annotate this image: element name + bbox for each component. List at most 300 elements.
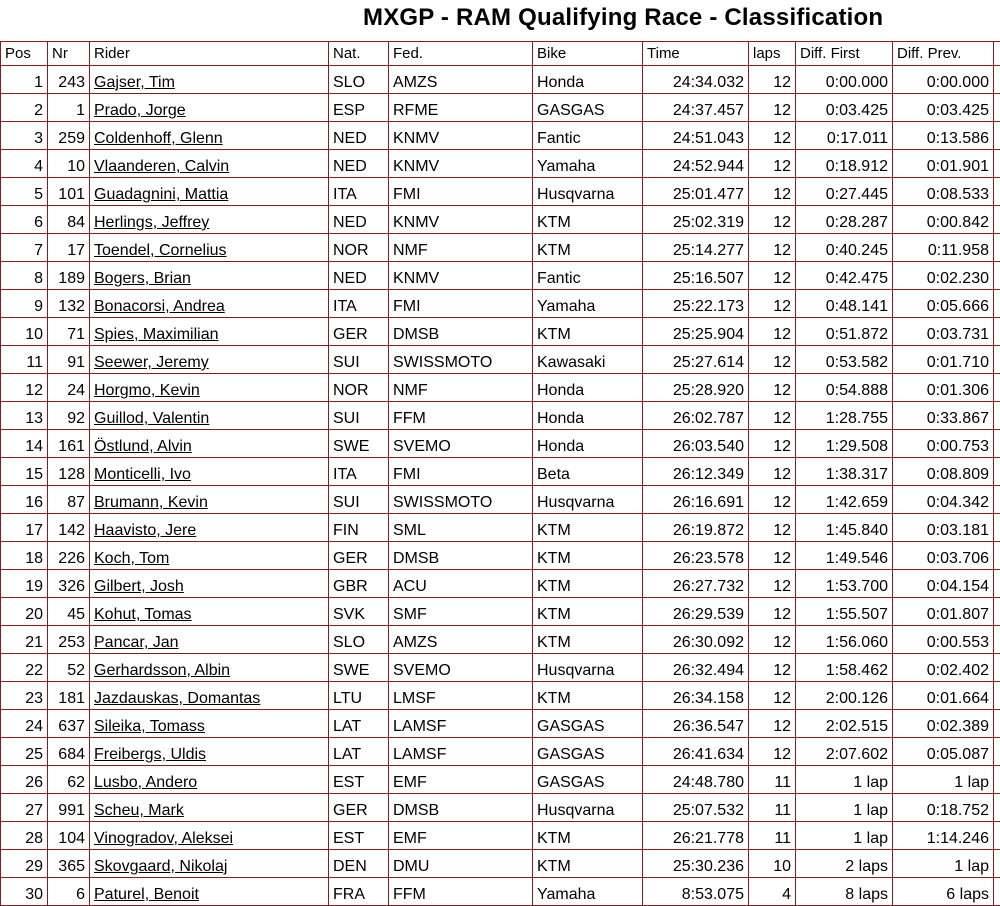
cell-rider — [90, 598, 329, 626]
cell-nr: 52 — [48, 654, 90, 682]
cell-time: 26:02.787 — [643, 402, 749, 430]
cell-time: 26:32.494 — [643, 654, 749, 682]
cell-pos: 25 — [1, 738, 48, 766]
cell-nr: 91 — [48, 346, 90, 374]
cell-extra — [994, 878, 1000, 906]
cell-extra — [994, 206, 1000, 234]
cell-diff-prev: 0:01.901 — [893, 150, 994, 178]
cell-pos: 15 — [1, 458, 48, 486]
cell-nat: GBR — [329, 570, 389, 598]
rider-link[interactable]: Guillod, Valentin — [94, 410, 209, 427]
cell-bike: KTM — [533, 542, 643, 570]
cell-nr: 365 — [48, 850, 90, 878]
cell-extra — [994, 626, 1000, 654]
rider-link[interactable]: Herlings, Jeffrey — [94, 214, 209, 231]
cell-diff-first: 1 lap — [796, 766, 893, 794]
table-row — [1, 682, 1000, 710]
cell-bike: Fantic — [533, 262, 643, 290]
rider-link[interactable]: Scheu, Mark — [94, 802, 184, 819]
table-row — [1, 374, 1000, 402]
cell-laps: 12 — [749, 710, 796, 738]
cell-nr: 128 — [48, 458, 90, 486]
cell-time: 25:27.614 — [643, 346, 749, 374]
header-time[interactable]: Time — [643, 42, 749, 66]
cell-pos: 9 — [1, 290, 48, 318]
cell-nat: LTU — [329, 682, 389, 710]
cell-pos: 2 — [1, 94, 48, 122]
cell-rider — [90, 486, 329, 514]
table-row — [1, 514, 1000, 542]
cell-laps: 12 — [749, 542, 796, 570]
cell-fed: DMSB — [389, 318, 533, 346]
cell-pos: 17 — [1, 514, 48, 542]
table-row — [1, 598, 1000, 626]
cell-laps: 12 — [749, 654, 796, 682]
cell-bike: Husqvarna — [533, 178, 643, 206]
cell-nat: FIN — [329, 514, 389, 542]
cell-laps: 12 — [749, 150, 796, 178]
cell-extra — [994, 822, 1000, 850]
rider-link[interactable]: Freibergs, Uldis — [94, 746, 206, 763]
cell-extra — [994, 66, 1000, 94]
cell-time: 25:16.507 — [643, 262, 749, 290]
rider-link[interactable]: Gajser, Tim — [94, 74, 175, 91]
rider-link[interactable]: Prado, Jorge — [94, 102, 186, 119]
cell-time: 25:01.477 — [643, 178, 749, 206]
cell-extra — [994, 654, 1000, 682]
cell-pos: 30 — [1, 878, 48, 906]
cell-laps: 12 — [749, 122, 796, 150]
cell-diff-first: 0:53.582 — [796, 346, 893, 374]
rider-link[interactable]: Jazdauskas, Domantas — [94, 690, 260, 707]
cell-fed: AMZS — [389, 66, 533, 94]
cell-extra — [994, 262, 1000, 290]
cell-diff-first: 0:40.245 — [796, 234, 893, 262]
cell-fed: KNMV — [389, 122, 533, 150]
cell-pos: 26 — [1, 766, 48, 794]
cell-diff-prev: 0:08.533 — [893, 178, 994, 206]
cell-laps: 4 — [749, 878, 796, 906]
cell-bike: GASGAS — [533, 710, 643, 738]
table-row — [1, 570, 1000, 598]
cell-nat: SLO — [329, 626, 389, 654]
cell-nr: 259 — [48, 122, 90, 150]
header-bike[interactable]: Bike — [533, 42, 643, 66]
cell-nr: 101 — [48, 178, 90, 206]
cell-nr: 226 — [48, 542, 90, 570]
cell-time: 24:34.032 — [643, 66, 749, 94]
cell-diff-first: 1:38.317 — [796, 458, 893, 486]
cell-bike: Yamaha — [533, 290, 643, 318]
rider-link[interactable]: Seewer, Jeremy — [94, 354, 209, 371]
cell-diff-first: 0:28.287 — [796, 206, 893, 234]
cell-fed: NMF — [389, 234, 533, 262]
cell-nr: 1 — [48, 94, 90, 122]
cell-fed: KNMV — [389, 150, 533, 178]
cell-laps: 12 — [749, 598, 796, 626]
cell-time: 26:12.349 — [643, 458, 749, 486]
cell-diff-prev: 0:01.664 — [893, 682, 994, 710]
cell-extra — [994, 318, 1000, 346]
cell-rider — [90, 374, 329, 402]
cell-fed: FMI — [389, 178, 533, 206]
cell-bike: Honda — [533, 430, 643, 458]
rider-link[interactable]: Pancar, Jan — [94, 634, 179, 651]
cell-diff-prev: 0:03.181 — [893, 514, 994, 542]
table-row — [1, 262, 1000, 290]
cell-nr: 10 — [48, 150, 90, 178]
cell-rider — [90, 794, 329, 822]
cell-diff-prev: 0:05.666 — [893, 290, 994, 318]
header-laps[interactable]: laps — [749, 42, 796, 66]
cell-laps: 12 — [749, 570, 796, 598]
cell-time: 25:07.532 — [643, 794, 749, 822]
cell-extra — [994, 514, 1000, 542]
cell-fed: KNMV — [389, 206, 533, 234]
cell-bike: KTM — [533, 234, 643, 262]
cell-rider — [90, 822, 329, 850]
rider-link[interactable]: Koch, Tom — [94, 550, 169, 567]
cell-fed: FMI — [389, 458, 533, 486]
rider-link[interactable]: Gilbert, Josh — [94, 578, 184, 595]
cell-diff-first: 0:18.912 — [796, 150, 893, 178]
rider-link[interactable]: Paturel, Benoit — [94, 886, 199, 903]
table-row — [1, 710, 1000, 738]
rider-link[interactable]: Lusbo, Andero — [94, 774, 197, 791]
cell-rider — [90, 570, 329, 598]
cell-diff-first: 0:54.888 — [796, 374, 893, 402]
cell-rider — [90, 514, 329, 542]
cell-laps: 12 — [749, 178, 796, 206]
table-row — [1, 402, 1000, 430]
cell-laps: 11 — [749, 822, 796, 850]
cell-laps: 11 — [749, 794, 796, 822]
cell-rider — [90, 206, 329, 234]
cell-extra — [994, 794, 1000, 822]
cell-fed: FFM — [389, 402, 533, 430]
cell-pos: 12 — [1, 374, 48, 402]
cell-nat: SWE — [329, 654, 389, 682]
cell-rider — [90, 346, 329, 374]
cell-nr: 161 — [48, 430, 90, 458]
cell-time: 26:41.634 — [643, 738, 749, 766]
cell-rider — [90, 94, 329, 122]
table-row — [1, 178, 1000, 206]
cell-extra — [994, 766, 1000, 794]
rider-link[interactable]: Sileika, Tomass — [94, 718, 205, 735]
cell-time: 24:52.944 — [643, 150, 749, 178]
cell-nr: 71 — [48, 318, 90, 346]
page-title: MXGP - RAM Qualifying Race - Classification — [363, 4, 883, 32]
cell-extra — [994, 374, 1000, 402]
cell-rider — [90, 850, 329, 878]
rider-link[interactable]: Brumann, Kevin — [94, 494, 208, 511]
cell-rider — [90, 878, 329, 906]
table-row — [1, 94, 1000, 122]
cell-bike: Husqvarna — [533, 794, 643, 822]
cell-time: 26:23.578 — [643, 542, 749, 570]
cell-laps: 12 — [749, 234, 796, 262]
header-nat[interactable]: Nat. — [329, 42, 389, 66]
cell-laps: 12 — [749, 262, 796, 290]
cell-laps: 12 — [749, 402, 796, 430]
cell-bike: Honda — [533, 402, 643, 430]
cell-bike: KTM — [533, 598, 643, 626]
cell-diff-prev: 0:03.706 — [893, 542, 994, 570]
cell-rider — [90, 234, 329, 262]
cell-extra — [994, 402, 1000, 430]
rider-link[interactable]: Guadagnini, Mattia — [94, 186, 228, 203]
cell-fed: LAMSF — [389, 738, 533, 766]
cell-diff-prev: 0:00.000 — [893, 66, 994, 94]
cell-laps: 12 — [749, 458, 796, 486]
cell-fed: FFM — [389, 878, 533, 906]
cell-diff-prev: 1 lap — [893, 850, 994, 878]
cell-diff-prev: 0:00.753 — [893, 430, 994, 458]
cell-diff-prev: 0:00.842 — [893, 206, 994, 234]
header-fed[interactable]: Fed. — [389, 42, 533, 66]
cell-pos: 10 — [1, 318, 48, 346]
cell-rider — [90, 150, 329, 178]
cell-diff-prev: 6 laps — [893, 878, 994, 906]
cell-nr: 24 — [48, 374, 90, 402]
cell-diff-first: 2:02.515 — [796, 710, 893, 738]
cell-nat: SWE — [329, 430, 389, 458]
cell-diff-first: 1 lap — [796, 794, 893, 822]
cell-nat: DEN — [329, 850, 389, 878]
table-row — [1, 430, 1000, 458]
table-row — [1, 738, 1000, 766]
cell-nr: 189 — [48, 262, 90, 290]
cell-pos: 27 — [1, 794, 48, 822]
cell-extra — [994, 150, 1000, 178]
cell-laps: 12 — [749, 430, 796, 458]
cell-nr: 6 — [48, 878, 90, 906]
cell-diff-prev: 0:33.867 — [893, 402, 994, 430]
cell-nat: SLO — [329, 66, 389, 94]
cell-fed: FMI — [389, 290, 533, 318]
cell-laps: 11 — [749, 766, 796, 794]
cell-pos: 22 — [1, 654, 48, 682]
cell-pos: 14 — [1, 430, 48, 458]
rider-link[interactable]: Coldenhoff, Glenn — [94, 130, 223, 147]
cell-bike: GASGAS — [533, 766, 643, 794]
cell-diff-prev: 0:03.425 — [893, 94, 994, 122]
cell-time: 26:29.539 — [643, 598, 749, 626]
cell-pos: 3 — [1, 122, 48, 150]
cell-nr: 17 — [48, 234, 90, 262]
cell-pos: 5 — [1, 178, 48, 206]
cell-nat: ITA — [329, 290, 389, 318]
cell-fed: EMF — [389, 766, 533, 794]
cell-pos: 1 — [1, 66, 48, 94]
cell-time: 25:02.319 — [643, 206, 749, 234]
header-row — [1, 42, 1000, 66]
rider-link[interactable]: Gerhardsson, Albin — [94, 662, 230, 679]
cell-nr: 637 — [48, 710, 90, 738]
cell-diff-prev: 0:00.553 — [893, 626, 994, 654]
header-diff-first[interactable]: Diff. First — [796, 42, 893, 66]
cell-rider — [90, 318, 329, 346]
cell-diff-prev: 0:02.389 — [893, 710, 994, 738]
cell-pos: 24 — [1, 710, 48, 738]
cell-laps: 12 — [749, 486, 796, 514]
cell-nr: 142 — [48, 514, 90, 542]
cell-extra — [994, 290, 1000, 318]
cell-nat: NED — [329, 122, 389, 150]
table-row — [1, 458, 1000, 486]
cell-diff-first: 1:42.659 — [796, 486, 893, 514]
cell-nat: GER — [329, 794, 389, 822]
cell-bike: KTM — [533, 850, 643, 878]
cell-fed: DMU — [389, 850, 533, 878]
table-row — [1, 654, 1000, 682]
header-extra — [994, 42, 1000, 66]
cell-diff-first: 1:49.546 — [796, 542, 893, 570]
cell-bike: KTM — [533, 514, 643, 542]
cell-bike: Husqvarna — [533, 486, 643, 514]
cell-nat: NED — [329, 150, 389, 178]
rider-link[interactable]: Bogers, Brian — [94, 270, 191, 287]
cell-nat: ITA — [329, 178, 389, 206]
cell-bike: Kawasaki — [533, 346, 643, 374]
cell-pos: 13 — [1, 402, 48, 430]
cell-rider — [90, 290, 329, 318]
cell-extra — [994, 346, 1000, 374]
cell-time: 24:48.780 — [643, 766, 749, 794]
cell-fed: KNMV — [389, 262, 533, 290]
cell-nat: GER — [329, 318, 389, 346]
cell-time: 24:37.457 — [643, 94, 749, 122]
cell-laps: 12 — [749, 318, 796, 346]
cell-pos: 18 — [1, 542, 48, 570]
header-rider[interactable]: Rider — [90, 42, 329, 66]
table-row — [1, 122, 1000, 150]
cell-nr: 181 — [48, 682, 90, 710]
rider-link[interactable]: Toendel, Cornelius — [94, 242, 227, 259]
cell-bike: KTM — [533, 206, 643, 234]
cell-time: 26:21.778 — [643, 822, 749, 850]
cell-rider — [90, 766, 329, 794]
cell-fed: NMF — [389, 374, 533, 402]
table-row — [1, 150, 1000, 178]
cell-laps: 12 — [749, 374, 796, 402]
cell-bike: KTM — [533, 570, 643, 598]
cell-diff-first: 0:03.425 — [796, 94, 893, 122]
cell-fed: LMSF — [389, 682, 533, 710]
cell-rider — [90, 710, 329, 738]
cell-pos: 19 — [1, 570, 48, 598]
rider-link[interactable]: Östlund, Alvin — [94, 438, 192, 455]
cell-diff-first: 1:58.462 — [796, 654, 893, 682]
cell-diff-first: 2:00.126 — [796, 682, 893, 710]
cell-fed: ACU — [389, 570, 533, 598]
cell-diff-first: 8 laps — [796, 878, 893, 906]
cell-rider — [90, 654, 329, 682]
header-diff-prev[interactable]: Diff. Prev. — [893, 42, 994, 66]
cell-bike: Yamaha — [533, 150, 643, 178]
cell-extra — [994, 738, 1000, 766]
cell-nat: ESP — [329, 94, 389, 122]
cell-nr: 104 — [48, 822, 90, 850]
rider-link[interactable]: Horgmo, Kevin — [94, 382, 200, 399]
cell-laps: 12 — [749, 626, 796, 654]
cell-laps: 12 — [749, 94, 796, 122]
cell-diff-prev: 0:05.087 — [893, 738, 994, 766]
cell-rider — [90, 682, 329, 710]
cell-bike: Honda — [533, 66, 643, 94]
cell-pos: 7 — [1, 234, 48, 262]
cell-time: 26:36.547 — [643, 710, 749, 738]
header-nr[interactable]: Nr — [48, 42, 90, 66]
cell-nat: LAT — [329, 738, 389, 766]
cell-extra — [994, 94, 1000, 122]
cell-nat: NOR — [329, 374, 389, 402]
cell-fed: SWISSMOTO — [389, 486, 533, 514]
cell-time: 25:28.920 — [643, 374, 749, 402]
table-row — [1, 290, 1000, 318]
header-pos[interactable]: Pos — [1, 42, 48, 66]
rider-link[interactable]: Monticelli, Ivo — [94, 466, 191, 483]
cell-rider — [90, 458, 329, 486]
table-row — [1, 878, 1000, 906]
rider-link[interactable]: Kohut, Tomas — [94, 606, 192, 623]
table-row — [1, 766, 1000, 794]
cell-extra — [994, 234, 1000, 262]
rider-link[interactable]: Vlaanderen, Calvin — [94, 158, 229, 175]
cell-diff-prev: 0:18.752 — [893, 794, 994, 822]
cell-time: 25:30.236 — [643, 850, 749, 878]
cell-nat: SUI — [329, 346, 389, 374]
cell-diff-first: 1:28.755 — [796, 402, 893, 430]
cell-time: 25:22.173 — [643, 290, 749, 318]
cell-bike: Fantic — [533, 122, 643, 150]
cell-fed: SMF — [389, 598, 533, 626]
cell-fed: SVEMO — [389, 654, 533, 682]
cell-rider — [90, 430, 329, 458]
cell-diff-first: 2 laps — [796, 850, 893, 878]
cell-rider — [90, 626, 329, 654]
cell-rider — [90, 738, 329, 766]
cell-pos: 29 — [1, 850, 48, 878]
cell-nat: ITA — [329, 458, 389, 486]
cell-time: 26:16.691 — [643, 486, 749, 514]
table-row — [1, 850, 1000, 878]
rider-link[interactable]: Spies, Maximilian — [94, 326, 218, 343]
cell-extra — [994, 850, 1000, 878]
table-row — [1, 486, 1000, 514]
rider-link[interactable]: Haavisto, Jere — [94, 522, 196, 539]
cell-rider — [90, 178, 329, 206]
table-row — [1, 66, 1000, 94]
cell-pos: 23 — [1, 682, 48, 710]
cell-rider — [90, 122, 329, 150]
cell-diff-prev: 0:01.710 — [893, 346, 994, 374]
cell-nat: NOR — [329, 234, 389, 262]
rider-link[interactable]: Skovgaard, Nikolaj — [94, 858, 227, 875]
rider-link[interactable]: Vinogradov, Aleksei — [94, 830, 233, 847]
rider-link[interactable]: Bonacorsi, Andrea — [94, 298, 225, 315]
cell-diff-first: 1:55.507 — [796, 598, 893, 626]
cell-bike: KTM — [533, 318, 643, 346]
cell-nr: 243 — [48, 66, 90, 94]
cell-diff-prev: 1 lap — [893, 766, 994, 794]
cell-diff-prev: 0:08.809 — [893, 458, 994, 486]
cell-fed: SML — [389, 514, 533, 542]
cell-nat: LAT — [329, 710, 389, 738]
table-row — [1, 346, 1000, 374]
cell-pos: 20 — [1, 598, 48, 626]
